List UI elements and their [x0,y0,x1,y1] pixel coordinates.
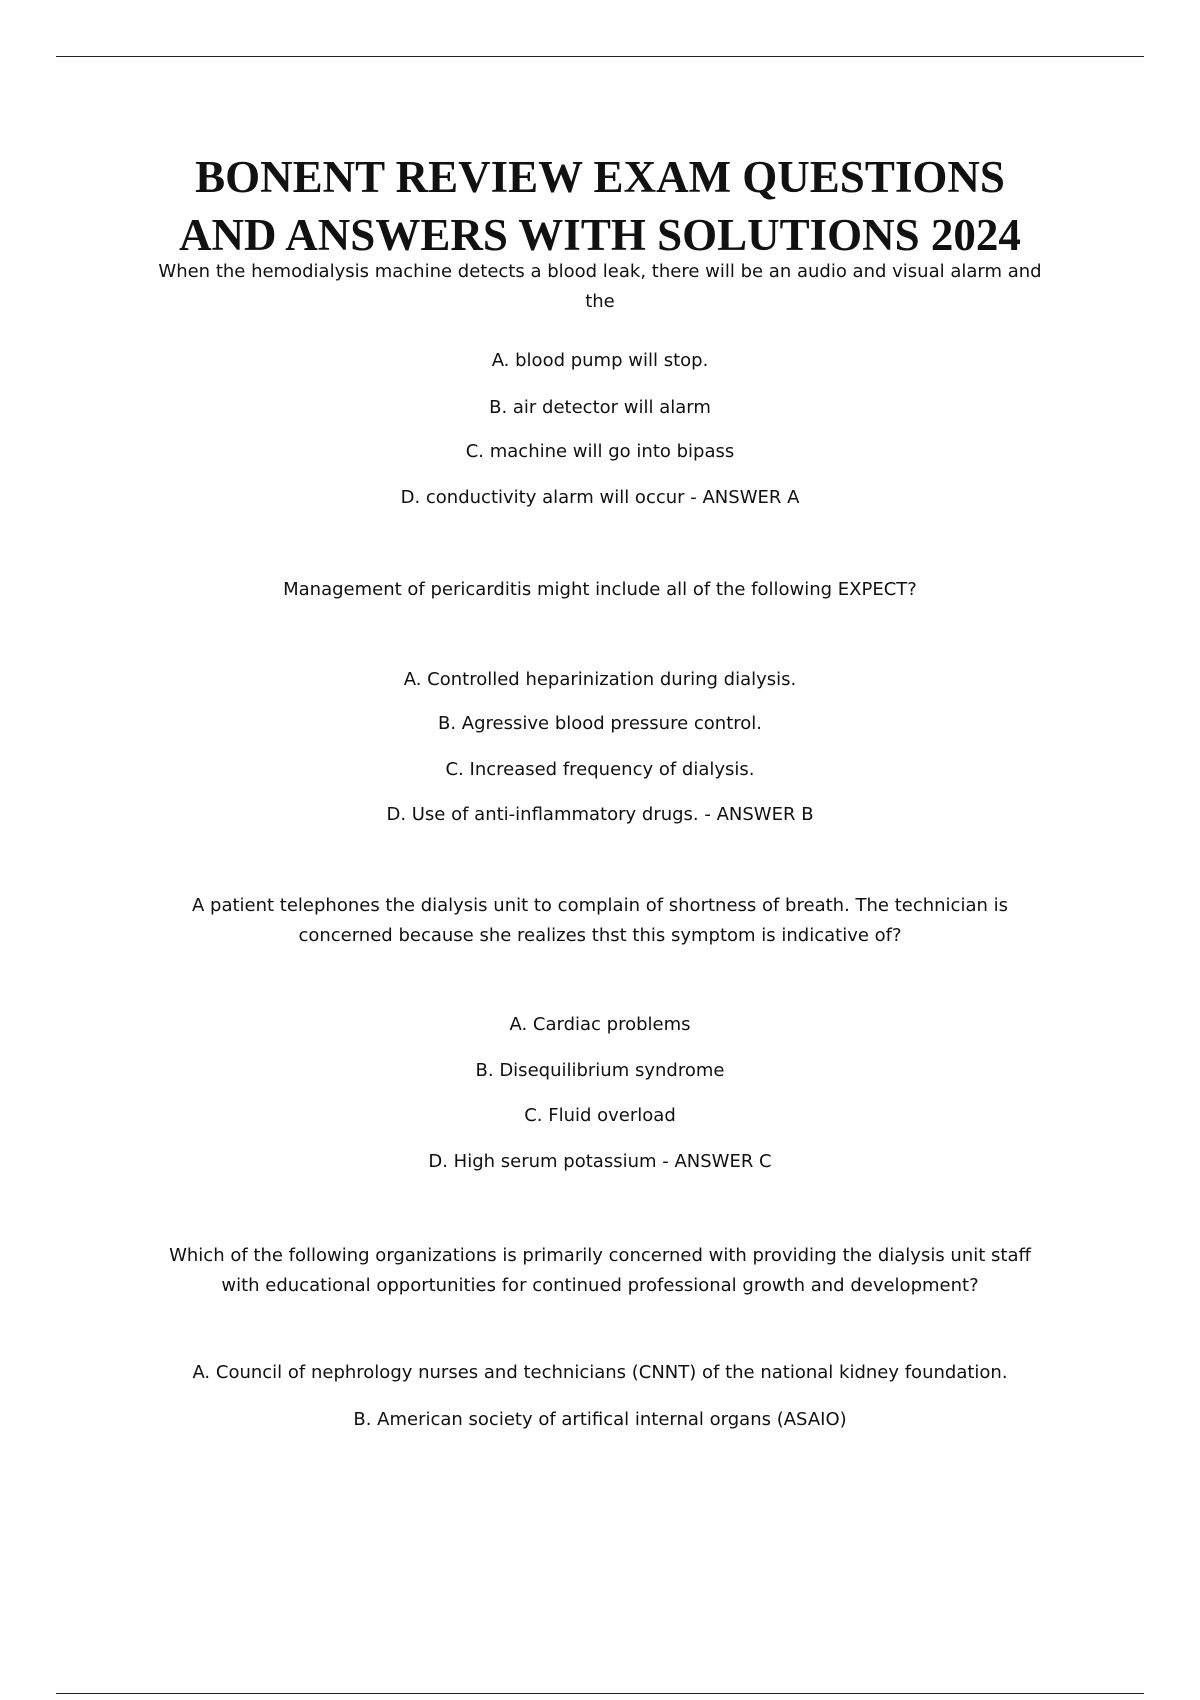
question-3-text: A patient telephones the dialysis unit to complain of shortness of breath. The technician is concerned because she realizes thst this symptom is indicative of? [191,895,1008,946]
question-1-option-d: D. conductivity alarm will occur - ANSWER A [400,487,800,508]
question-2-text: Management of pericarditis might include all of the following EXPECT? [283,579,917,600]
document-title [0,148,1200,264]
question-4-option-a: A. Council of nephrology nurses and technicians (CNNT) of the national kidney foundation. [192,1362,1008,1383]
question-3-option-b: B. Disequilibrium syndrome [475,1060,725,1081]
question-1-option-a: A. blood pump will stop. [491,350,709,371]
title-line-2: AND ANSWERS WITH SOLUTIONS 2024 [179,210,1021,260]
question-3-option-d: D. High serum potassium - ANSWER C [428,1151,772,1172]
question-2-option-c: C. Increased frequency of dialysis. [445,759,755,780]
question-2-option-a: A. Controlled heparinization during dialysis. [403,669,797,690]
question-1-text: When the hemodialysis machine detects a blood leak, there will be an audio and visual alarm and the [158,261,1042,312]
question-3-option-a: A. Cardiac problems [509,1014,691,1035]
top-divider [56,56,1144,57]
question-4-option-b: B. American society of artifical internal organs (ASAIO) [353,1409,847,1430]
question-1-option-c: C. machine will go into bipass [465,441,735,462]
bottom-divider [56,1693,1144,1694]
title-line-1: BONENT REVIEW EXAM QUESTIONS [195,152,1005,202]
question-2-option-d: D. Use of anti-inflammatory drugs. - ANSWER B [386,804,814,825]
question-2-option-b: B. Agressive blood pressure control. [438,713,762,734]
question-3-option-c: C. Fluid overload [524,1105,676,1126]
question-4-text: Which of the following organizations is primarily concerned with providing the dialysis unit staff with educational opportunities for continued professional growth and development? [169,1245,1031,1296]
question-1-option-b: B. air detector will alarm [489,397,711,418]
